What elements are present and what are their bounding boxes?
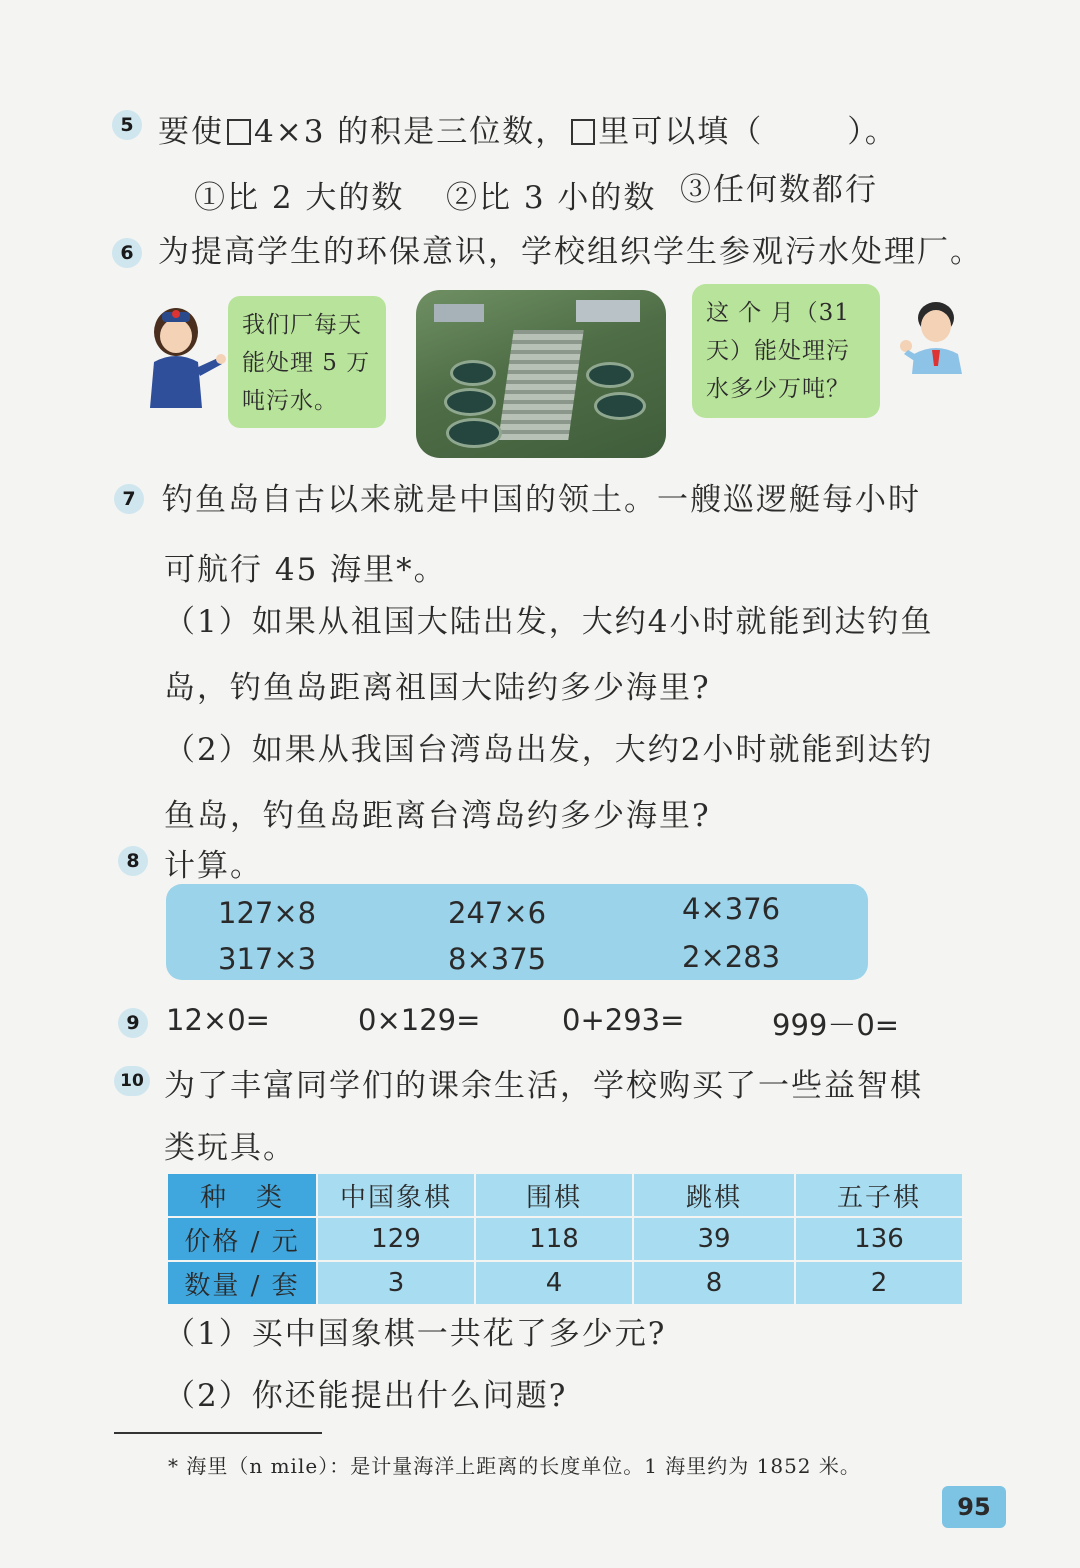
q9-item: 0×129=	[358, 1003, 481, 1037]
question-number-9: 9	[118, 1008, 148, 1038]
q10-part-1: （1）买中国象棋一共花了多少元?	[164, 1316, 667, 1352]
bubble-line: 我们厂每天	[242, 312, 362, 338]
q7-line-2: 可航行 45 海里*。	[164, 552, 447, 588]
q10-part-2: （2）你还能提出什么问题?	[164, 1378, 568, 1414]
q7-part-1-line-1: （1）如果从祖国大陆出发，大约4小时就能到达钓鱼	[164, 604, 934, 640]
table-row-label: 价格 / 元	[167, 1217, 317, 1261]
q9-item: 999－0=	[772, 1008, 900, 1042]
table-header-cell: 种 类	[167, 1173, 317, 1217]
table-cell: 8	[633, 1261, 795, 1305]
calc-item: 127×8	[218, 896, 317, 930]
q6-stem: 为提高学生的环保意识，学校组织学生参观污水处理厂。	[158, 234, 983, 270]
table-header-cell: 中国象棋	[317, 1173, 475, 1217]
table-cell: 3	[317, 1261, 475, 1305]
sewage-plant-photo	[416, 290, 666, 458]
question-number-7: 7	[114, 484, 144, 514]
worker-figure	[136, 302, 226, 412]
table-header-cell: 跳棋	[633, 1173, 795, 1217]
table-cell: 118	[475, 1217, 633, 1261]
q5-option-1: ①比 2 大的数	[194, 180, 405, 216]
blank-square-icon	[227, 119, 251, 145]
table-cell: 129	[317, 1217, 475, 1261]
q5-stem-part-d: ）。	[847, 114, 898, 150]
q5-option-2: ②比 3 小的数	[446, 180, 657, 216]
speech-bubble-worker	[228, 296, 386, 428]
q7-part-2-line-2: 鱼岛，钓鱼岛距离台湾岛约多少海里?	[164, 798, 711, 834]
table-cell: 136	[795, 1217, 963, 1261]
table-header-row	[167, 1173, 963, 1217]
q5-stem	[158, 106, 898, 151]
table-row-label: 数量 / 套	[167, 1261, 317, 1305]
question-number-10: 10	[114, 1066, 150, 1096]
footnote: * 海里（n mile）：是计量海洋上距离的长度单位。1 海里约为 1852 米。	[168, 1454, 861, 1478]
calc-item: 4×376	[682, 892, 781, 926]
chess-price-table	[166, 1172, 964, 1306]
q5-stem-part-c: 里可以填（	[598, 114, 764, 150]
q7-part-1-line-2: 岛，钓鱼岛距离祖国大陆约多少海里?	[164, 670, 711, 706]
table-header-cell: 五子棋	[795, 1173, 963, 1217]
table-cell: 2	[795, 1261, 963, 1305]
q7-line-1: 钓鱼岛自古以来就是中国的领土。一艘巡逻艇每小时	[162, 482, 921, 518]
q8-stem: 计算。	[164, 848, 263, 884]
calculation-box	[166, 884, 868, 980]
student-figure	[894, 296, 974, 376]
table-header-cell: 围棋	[475, 1173, 633, 1217]
q9-item: 0+293=	[562, 1003, 685, 1037]
q5-stem-part-a: 要使	[158, 114, 224, 150]
table-cell: 39	[633, 1217, 795, 1261]
table-row	[167, 1261, 963, 1305]
q5-option-3: ③任何数都行	[680, 172, 878, 208]
calc-item: 317×3	[218, 942, 317, 976]
calc-item: 8×375	[448, 942, 547, 976]
bubble-line: 天）能处理污	[706, 338, 850, 364]
bubble-line: 能处理 5 万	[242, 350, 371, 376]
q9-item: 12×0=	[166, 1003, 270, 1037]
question-number-6: 6	[112, 238, 142, 268]
q5-stem-part-b: 4×3 的积是三位数，	[254, 114, 569, 150]
question-number-5: 5	[112, 110, 142, 140]
speech-bubble-student	[692, 284, 880, 418]
blank-square-icon	[571, 119, 595, 145]
q10-line-2: 类玩具。	[164, 1130, 296, 1166]
bubble-line: 吨污水。	[242, 388, 338, 414]
footnote-divider	[114, 1432, 322, 1434]
table-row	[167, 1217, 963, 1261]
bubble-line: 这 个 月（31	[706, 300, 850, 326]
table-cell: 4	[475, 1261, 633, 1305]
question-number-8: 8	[118, 846, 148, 876]
calc-item: 2×283	[682, 940, 781, 974]
page-number: 95	[942, 1486, 1006, 1528]
q7-part-2-line-1: （2）如果从我国台湾岛出发，大约2小时就能到达钓	[164, 732, 934, 768]
calc-item: 247×6	[448, 896, 547, 930]
q10-line-1: 为了丰富同学们的课余生活，学校购买了一些益智棋	[164, 1068, 923, 1104]
bubble-line: 水多少万吨？	[706, 376, 850, 402]
